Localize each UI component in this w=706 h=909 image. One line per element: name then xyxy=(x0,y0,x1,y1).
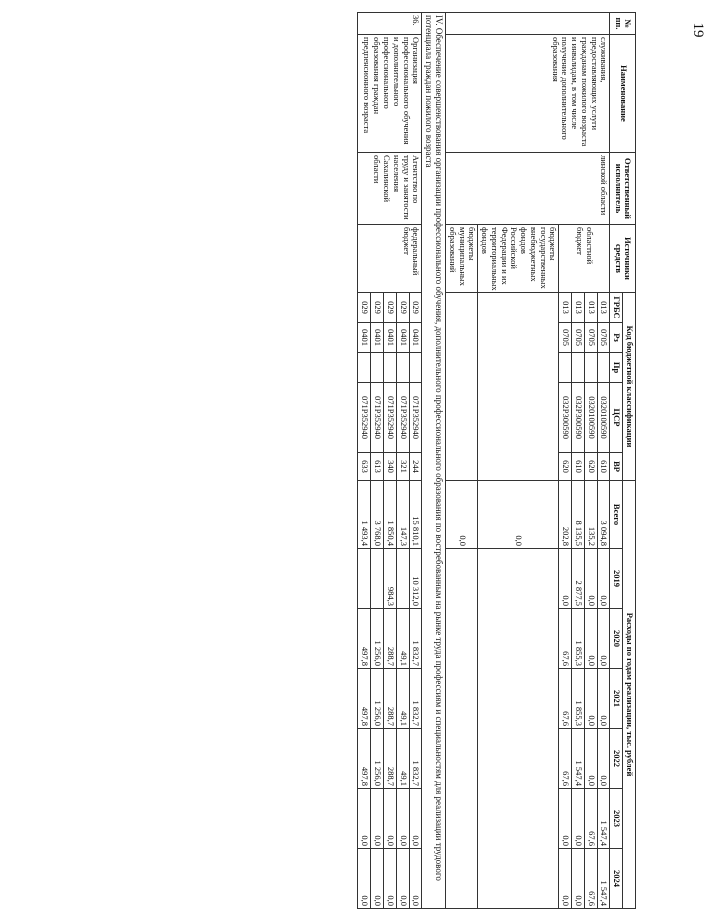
source-regional: областной бюджет xyxy=(559,225,610,293)
col-exp-header: Расходы по годам реализации, тыс. рублей xyxy=(623,481,636,909)
col-grbs-header: ГРБС xyxy=(610,293,623,323)
section-row xyxy=(422,13,446,909)
col-year-header: 2019 xyxy=(610,549,623,609)
item-source: федеральный бюджет xyxy=(358,225,422,293)
col-name-header: Наименование xyxy=(610,35,636,153)
table-row: 013 0705 032P300590 620 202,8 0,0 67,6 67,6 67,6 0,0 0,0 xyxy=(559,13,572,909)
col-rz-header: Рз xyxy=(610,323,623,353)
table-row: 029 0401 071P352940 613 3 768,0 1 256,0 1 256,0 1 256,0 0,0 0,0 xyxy=(371,13,384,909)
source-funds: бюджеты государственных внебюджетных фондов Российской Федерации и их территориальных фондов xyxy=(478,225,559,293)
col-year-header: 2021 xyxy=(610,669,623,729)
source-municipal: бюджеты муниципальных образований xyxy=(445,225,477,293)
item-executor: Агентство по труду и занятости населения Сахалинской области xyxy=(358,153,422,225)
col-source-header: Источники средств xyxy=(610,225,636,293)
item-name: служивания, предоставляющих услуги гражданам пожилого возраста и инвалидам, в том числе получение дополнительного образования xyxy=(445,35,609,153)
col-year-header: 2020 xyxy=(610,609,623,669)
table-row: 029 0401 071P352940 321 147,3 49,1 49,1 49,1 0,0 0,0 xyxy=(396,13,409,909)
col-year-header: 2024 xyxy=(610,849,623,909)
table-row: 029 0401 071P352940 340 1 850,4 984,3 288,7 288,7 288,7 0,0 0,0 xyxy=(384,13,397,909)
table-row: бюджеты государственных внебюджетных фондов Российской Федерации и их территориальных фондов 0,0 xyxy=(478,13,559,909)
col-num-header: № пп. xyxy=(610,13,636,35)
col-vr-header: ВР xyxy=(610,453,623,481)
col-total-header: Всего xyxy=(610,481,623,549)
col-exec-header: Ответственный исполнитель xyxy=(610,153,636,225)
page-number: 19 xyxy=(690,22,706,38)
col-pr-header: Пр xyxy=(610,353,623,383)
table-row: 029 0401 071P352940 633 1 493,4 497,8 497,8 497,8 0,0 0,0 xyxy=(358,13,371,909)
item-name: Организация профессионального обучения и дополнительного профессионального образования граждан предпенсионного возраста xyxy=(358,35,422,153)
table-row: служивания, предоставляющих услуги гражданам пожилого возраста и инвалидам, в том числе получение дополнительного образования линской области областной бюджет 013 0705 0320100590 610 3 094,8 0,0 0,0 0,0 0,0 1 547,4 1 547,4 xyxy=(597,13,610,909)
table-row: 013 0705 0320100590 620 135,2 0,0 0,0 0,0 0,0 67,6 67,6 xyxy=(584,13,597,909)
col-bk-header: Код бюджетной классификации xyxy=(623,293,636,481)
item-executor: линской области xyxy=(445,153,609,225)
table-row: 36. Организация профессионального обучения и дополнительного профессионального образования граждан предпенсионного возраста Агентство по труду и занятости населения Сахалинской области федеральный бюджет 029 0401 071P352940 244 15 810,1 10 312,0 1 832,7 1 832,7 1 832,7 0,0 0,0 xyxy=(409,13,422,909)
table-row: бюджеты муниципальных образований 0,0 xyxy=(445,13,477,909)
budget-table xyxy=(357,12,636,909)
col-year-header: 2022 xyxy=(610,729,623,789)
item-number: 36. xyxy=(358,13,422,35)
col-year-header: 2023 xyxy=(610,789,623,849)
table-row: 013 0705 032P300590 610 8 135,5 2 877,5 1 855,3 1 855,3 1 547,4 0,0 0,0 xyxy=(572,13,585,909)
col-csr-header: ЦСР xyxy=(610,383,623,453)
section-title: IV. Обеспечение совершенствования организации профессионального обучения, дополнительного профессионального образования по востребованным на рынке труда профессиям и специальностям для реализации трудового потенциала граждан пожилого возраста xyxy=(422,13,446,909)
